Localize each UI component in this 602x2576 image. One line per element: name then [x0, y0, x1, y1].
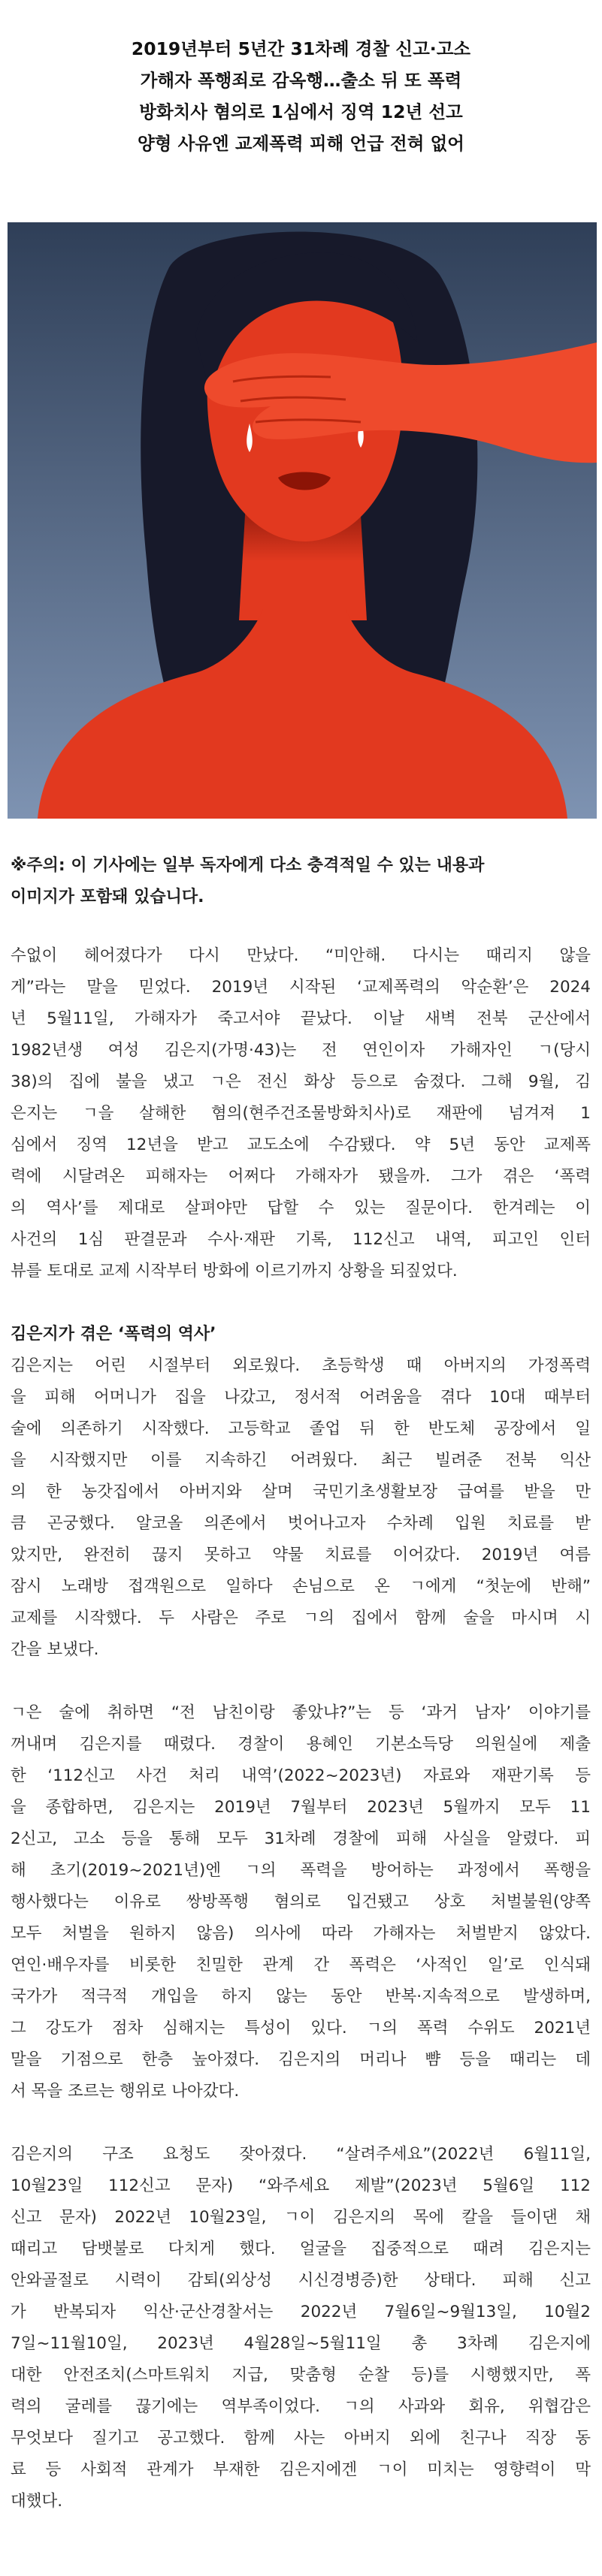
content-warning-line: 이미지가 포함돼 있습니다. — [11, 888, 204, 906]
paragraph-line: 을 피해 어머니가 집을 나갔고, 정서적 어려움을 겪다 10대 때부터 — [11, 1388, 591, 1407]
paragraph-line: 은지는 ㄱ을 살해한 혐의(현주건조물방화치사)로 재판에 넘겨져 1 — [11, 1104, 591, 1123]
article-body — [11, 940, 591, 2549]
paragraph-line: 10월23일 112신고 문자) “와주세요 제발”(2023년 5월6일 112 — [11, 2176, 591, 2195]
section-heading: 김은지가 겪은 ‘폭력의 역사’ — [11, 1325, 216, 1344]
paragraph-line: 김은지는 어린 시절부터 외로웠다. 초등학생 때 아버지의 가정폭력 — [11, 1356, 591, 1375]
paragraph-line: 김은지의 구조 요청도 잦아졌다. “살려주세요”(2022년 6월11일, — [11, 2145, 591, 2164]
content-warning-line: ※주의: 이 기사에는 일부 독자에게 다소 충격적일 수 있는 내용과 — [11, 856, 485, 875]
paragraph-line: 았지만, 완전히 끊지 못하고 약물 치료를 이어갔다. 2019년 여름 — [11, 1546, 591, 1564]
paragraph-line: 해 초기(2019~2021년)엔 ㄱ의 폭력을 방어하는 과정에서 폭행을 — [11, 1861, 591, 1880]
paragraph-line: 을 시작했지만 이를 지속하긴 어려웠다. 최근 빌려준 전북 익산 — [11, 1451, 591, 1470]
paragraph-line: 서 목을 조르는 행위로 나아갔다. — [11, 2082, 240, 2101]
paragraph-line: 간을 보냈다. — [11, 1640, 99, 1659]
paragraph-line: 의 역사’를 제대로 살펴야만 답할 수 있는 질문이다. 한겨레는 이 — [11, 1199, 591, 1217]
headline-summary — [0, 33, 602, 159]
paragraph-line: 가 반복되자 익산·군산경찰서는 2022년 7월6일~9월13일, 10월2 — [11, 2303, 591, 2321]
paragraph-line: 꺼내며 김은지를 때렸다. 경찰이 용혜인 기본소득당 의원실에 제출 — [11, 1735, 591, 1754]
content-warning — [11, 850, 591, 913]
paragraph-line: 술에 의존하기 시작했다. 고등학교 졸업 뒤 한 반도체 공장에서 일 — [11, 1419, 591, 1438]
paragraph-line: 큼 곤궁했다. 알코올 의존에서 벗어나고자 수차례 입원 치료를 받 — [11, 1514, 591, 1533]
paragraph-line: 모두 처벌을 원하지 않음) 의사에 따라 가해자는 처벌받지 않았다. — [11, 1924, 591, 1943]
paragraph-line: 교제를 시작했다. 두 사람은 주로 ㄱ의 집에서 함께 술을 마시며 시 — [11, 1609, 591, 1627]
paragraph-line: 대한 안전조치(스마트워치 지급, 맞춤형 순찰 등)를 시행했지만, 폭 — [11, 2366, 591, 2384]
paragraph-line: 력의 굴레를 끊기에는 역부족이었다. ㄱ의 사과와 회유, 위협감은 — [11, 2397, 591, 2416]
paragraph-line: 료 등 사회적 관계가 부재한 김은지에겐 ㄱ이 미치는 영향력이 막 — [11, 2460, 591, 2479]
paragraph-line: 말을 기점으로 한층 높아졌다. 김은지의 머리나 뺨 등을 때리는 데 — [11, 2050, 591, 2069]
paragraph-line: 무엇보다 질기고 공고했다. 함께 사는 아버지 외에 친구나 직장 동 — [11, 2429, 591, 2448]
paragraph-line: 대했다. — [11, 2492, 63, 2511]
paragraph-line: 1982년생 여성 김은지(가명·43)는 전 연인이자 가해자인 ㄱ(당시 — [11, 1041, 591, 1060]
paragraph-line: 년 5월11일, 가해자가 죽고서야 끝났다. 이날 새벽 전북 군산에서 — [11, 1009, 591, 1028]
headline-line: 가해자 폭행죄로 감옥행…출소 뒤 또 폭력 — [140, 70, 462, 91]
paragraph-line: 뷰를 토대로 교제 시작부터 방화에 이르기까지 상황을 되짚었다. — [11, 1262, 458, 1280]
paragraph-line: 38)의 집에 불을 냈고 ㄱ은 전신 화상 등으로 숨졌다. 그해 9월, 김 — [11, 1072, 591, 1091]
paragraph-line: 연인·배우자를 비롯한 친밀한 관계 간 폭력은 ‘사적인 일’로 인식돼 — [11, 1956, 591, 1974]
paragraph-line: ㄱ은 술에 취하면 “전 남친이랑 좋았냐?”는 등 ‘과거 남자’ 이야기를 — [11, 1703, 591, 1722]
paragraph-line: 수없이 헤어졌다가 다시 만났다. “미안해. 다시는 때리지 않을 — [11, 946, 591, 965]
paragraph-line: 그 강도가 점차 심해지는 특성이 있다. ㄱ의 폭력 수위도 2021년 — [11, 2019, 591, 2038]
paragraph-line: 잠시 노래방 접객원으로 일하다 손님으로 온 ㄱ에게 “첫눈에 반해” — [11, 1577, 591, 1596]
paragraph-line: 2신고, 고소 등을 통해 모두 31차례 경찰에 피해 사실을 알렸다. 피 — [11, 1829, 591, 1848]
paragraph-line: 게”라는 말을 믿었다. 2019년 시작된 ‘교제폭력의 악순환’은 2024 — [11, 978, 591, 997]
paragraph-line: 한 ‘112신고 사건 처리 내역’(2022~2023년) 자료와 재판기록 등 — [11, 1766, 591, 1785]
illustration-woman-covered-eyes — [8, 222, 597, 819]
paragraph-intro — [11, 940, 591, 1287]
paragraph-line: 력에 시달려온 피해자는 어쩌다 가해자가 됐을까. 그가 겪은 ‘폭력 — [11, 1167, 591, 1186]
paragraph-line: 신고 문자) 2022년 10월23일, ㄱ이 김은지의 목에 칼을 들이댄 채 — [11, 2208, 591, 2227]
paragraph-line: 행사했다는 이유로 쌍방폭행 혐의로 입건됐고 상호 처벌불원(양쪽 — [11, 1893, 591, 1911]
paragraph-line: 7일~11월10일, 2023년 4월28일~5월11일 총 3차례 김은지에 — [11, 2334, 591, 2353]
paragraph-line: 국가가 적극적 개입을 하지 않는 동안 반복·지속적으로 발생하며, — [11, 1987, 591, 2006]
paragraph-line: 의 한 농갓집에서 아버지와 살며 국민기초생활보장 급여를 받을 만 — [11, 1483, 591, 1501]
paragraph-background — [11, 1350, 591, 1666]
hero-illustration — [8, 222, 597, 819]
headline-line: 2019년부터 5년간 31차례 경찰 신고·고소 — [131, 38, 471, 59]
headline-line: 방화치사 혐의로 1심에서 징역 12년 선고 — [139, 101, 463, 122]
paragraph-line: 심에서 징역 12년을 받고 교도소에 수감됐다. 약 5년 동안 교제폭 — [11, 1136, 591, 1154]
paragraph-rescue-requests — [11, 2139, 591, 2517]
paragraph-line: 사건의 1심 판결문과 수사·재판 기록, 112신고 내역, 피고인 인터 — [11, 1230, 591, 1249]
paragraph-violence — [11, 1697, 591, 2107]
paragraph-line: 을 종합하면, 김은지는 2019년 7월부터 2023년 5월까지 모두 11 — [11, 1798, 591, 1817]
paragraph-line: 때리고 담뱃불로 다치게 했다. 얼굴을 집중적으로 때려 김은지는 — [11, 2240, 591, 2258]
headline-line: 양형 사유엔 교제폭력 피해 언급 전혀 없어 — [137, 133, 464, 154]
paragraph-line: 안와골절로 시력이 감퇴(외상성 시신경병증)한 상태다. 피해 신고 — [11, 2271, 591, 2290]
